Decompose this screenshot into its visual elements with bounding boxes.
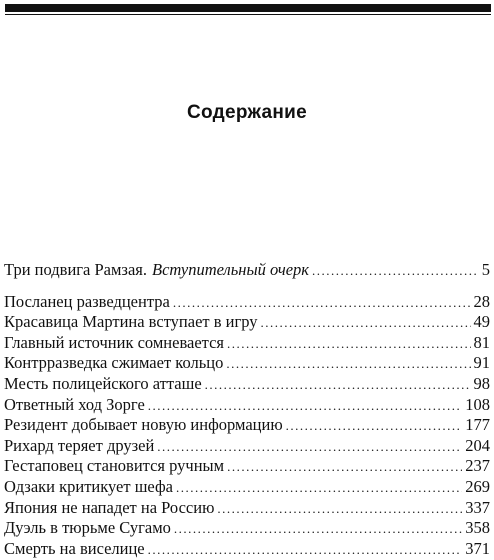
table-of-contents [4,260,490,559]
toc-entry-page: 371 [465,538,490,558]
toc-entry[interactable] [4,539,490,560]
toc-entry[interactable] [4,498,490,519]
toc-entry-page: 28 [473,291,490,311]
toc-entry[interactable] [4,312,490,333]
toc-entry[interactable] [4,292,490,313]
toc-entry[interactable] [4,374,490,395]
dot-leader [148,540,463,560]
dot-leader [173,293,471,313]
toc-entry-title: Три подвига Рамзая. [4,260,147,279]
toc-entry[interactable] [4,456,490,477]
toc-entry-page: 358 [465,518,490,538]
dot-leader [217,499,462,519]
toc-entry[interactable] [4,477,490,498]
toc-entry-page: 5 [481,260,490,279]
toc-entry-page: 81 [473,332,490,352]
toc-entry[interactable] [4,518,490,539]
toc-entry-page: 269 [465,476,490,496]
toc-entry-title: Резидент добывает новую информацию [4,415,283,435]
dot-leader [261,313,471,333]
dot-leader [312,261,479,281]
toc-entry-title: Месть полицейского атташе [4,373,202,393]
toc-entry-title: Рихард теряет друзей [4,435,155,455]
toc-entry-page: 91 [473,353,490,373]
toc-entry-title: Дуэль в тюрьме Сугамо [4,518,171,538]
toc-entry-title: Контрразведка сжимает кольцо [4,353,224,373]
dot-leader [286,416,463,436]
toc-entry-title: Красавица Мартина вступает в игру [4,312,258,332]
dot-leader [174,519,462,539]
dot-leader [148,396,462,416]
toc-entry[interactable] [4,333,490,354]
toc-entry-page: 237 [465,456,490,476]
toc-entry-page: 204 [465,435,490,455]
toc-entry-title: Ответный ход Зорге [4,394,145,414]
toc-entry-title: Посланец разведцентра [4,291,170,311]
toc-entry-page: 98 [473,373,490,393]
toc-entry-title: Япония не нападет на Россию [4,497,215,517]
top-rule-thick [5,4,491,12]
toc-entry-title: Гестаповец становится ручным [4,456,225,476]
toc-entry[interactable] [4,353,490,374]
dot-leader [157,437,462,457]
toc-entry[interactable] [4,415,490,436]
page-title: Содержание [186,102,308,123]
dot-leader [205,375,471,395]
toc-entry-title: Одзаки критикует шефа [4,476,173,496]
dot-leader [227,334,471,354]
toc-entry-intro[interactable] [4,260,490,281]
toc-entry-title: Главный источник сомневается [4,332,224,352]
toc-entry-page: 337 [465,497,490,517]
toc-entry-page: 108 [465,394,490,414]
dot-leader [227,457,462,477]
dot-leader [176,478,462,498]
dot-leader [226,354,470,374]
toc-entry-page: 49 [473,312,490,332]
toc-entry-title: Смерть на виселице [4,538,145,558]
toc-entry[interactable] [4,395,490,416]
top-rule-thin [5,14,491,15]
toc-entry-subtitle: Вступительный очерк [152,260,309,279]
toc-entry[interactable] [4,436,490,457]
toc-entry-page: 177 [465,415,490,435]
